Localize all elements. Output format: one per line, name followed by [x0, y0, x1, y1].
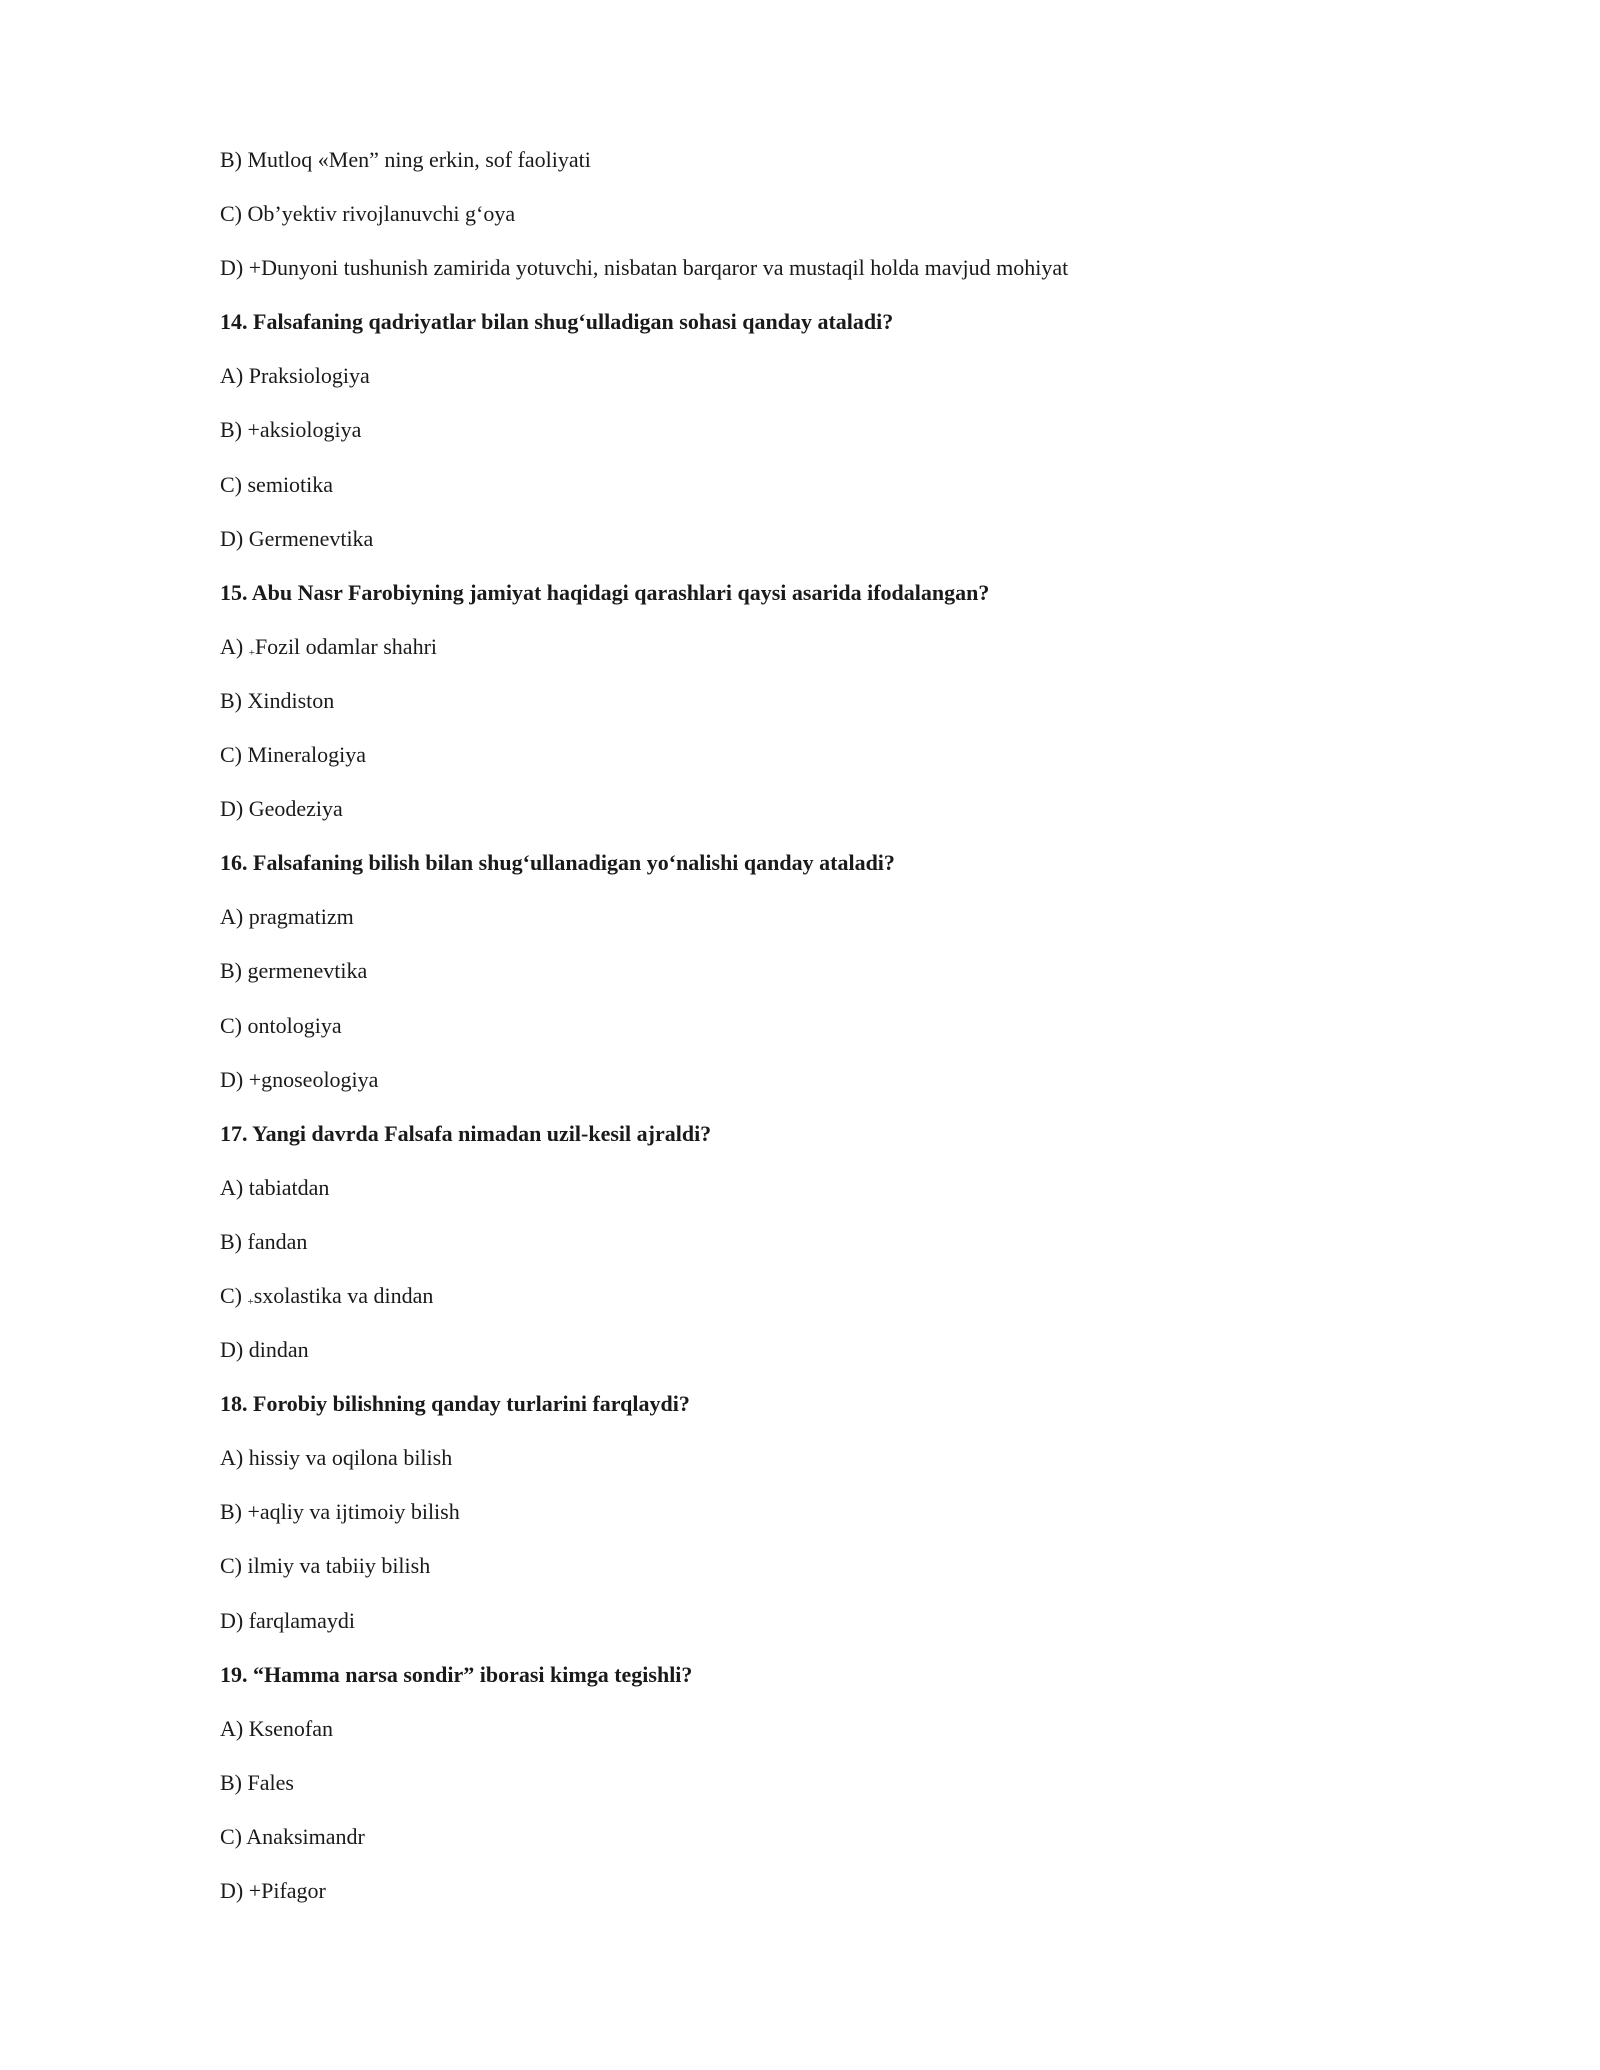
- question-text: 19. “Hamma narsa sondir” iborasi kimga tegishli?: [220, 1661, 693, 1687]
- answer-option: D) +Pifagor: [220, 1878, 326, 1903]
- answer-option: A) Praksiologiya: [220, 363, 370, 389]
- answer-option: B) Fales: [220, 1769, 294, 1795]
- answer-option: D) Geodeziya: [220, 796, 343, 822]
- quiz-content: [220, 145, 1420, 1930]
- answer-option: C) ilmiy va tabiiy bilish: [220, 1553, 431, 1579]
- answer-option: [220, 632, 1420, 686]
- answer-option: C) ontologiya: [220, 1012, 342, 1038]
- option-text: sxolastika va dindan: [253, 1282, 434, 1308]
- question-text: 15. Abu Nasr Farobiyning jamiyat haqidagi qarashlari qaysi asarida ifodalangan?: [220, 579, 990, 605]
- answer-option: [220, 1281, 1420, 1335]
- answer-option: B) +aksiologiya: [220, 417, 362, 443]
- question-text: 17. Yangi davrda Falsafa nimadan uzil-kesil ajraldi?: [220, 1120, 712, 1146]
- answer-option: B) Mutloq «Men” ning erkin, sof faoliyati: [220, 147, 591, 172]
- answer-option: B) Xindiston: [220, 687, 335, 713]
- correct-mark: +: [248, 646, 255, 659]
- answer-option: D) dindan: [220, 1337, 309, 1363]
- question-text: 16. Falsafaning bilish bilan shug‘ullanadigan yo‘nalishi qanday ataladi?: [220, 850, 895, 876]
- answer-option: D) Germenevtika: [220, 525, 374, 551]
- answer-option: A) pragmatizm: [220, 904, 354, 930]
- option-letter: A): [220, 633, 249, 659]
- answer-option: B) germenevtika: [220, 958, 368, 984]
- option-text: Fozil odamlar shahri: [254, 633, 438, 659]
- correct-mark: +: [247, 1295, 254, 1308]
- answer-option: B) +aqliy va ijtimoiy bilish: [220, 1499, 460, 1525]
- answer-option: B) fandan: [220, 1228, 308, 1254]
- answer-option: A) hissiy va oqilona bilish: [220, 1445, 453, 1471]
- answer-option: C) semiotika: [220, 471, 334, 497]
- question-text: 18. Forobiy bilishning qanday turlarini farqlaydi?: [220, 1391, 690, 1417]
- answer-option: C) Anaksimandr: [220, 1823, 365, 1849]
- answer-option: C) Mineralogiya: [220, 742, 367, 768]
- answer-option: A) tabiatdan: [220, 1174, 330, 1200]
- answer-option: D) +gnoseologiya: [220, 1066, 379, 1092]
- answer-option: C) Ob’yektiv rivojlanuvchi g‘oya: [220, 201, 516, 227]
- question-text: 14. Falsafaning qadriyatlar bilan shug‘ulladigan sohasi qanday ataladi?: [220, 309, 894, 335]
- answer-option: A) Ksenofan: [220, 1715, 334, 1741]
- answer-option: D) +Dunyoni tushunish zamirida yotuvchi, nisbatan barqaror va mustaqil holda mavjud mohiyat: [220, 255, 1069, 281]
- option-letter: C): [220, 1282, 248, 1308]
- answer-option: D) farqlamaydi: [220, 1607, 355, 1633]
